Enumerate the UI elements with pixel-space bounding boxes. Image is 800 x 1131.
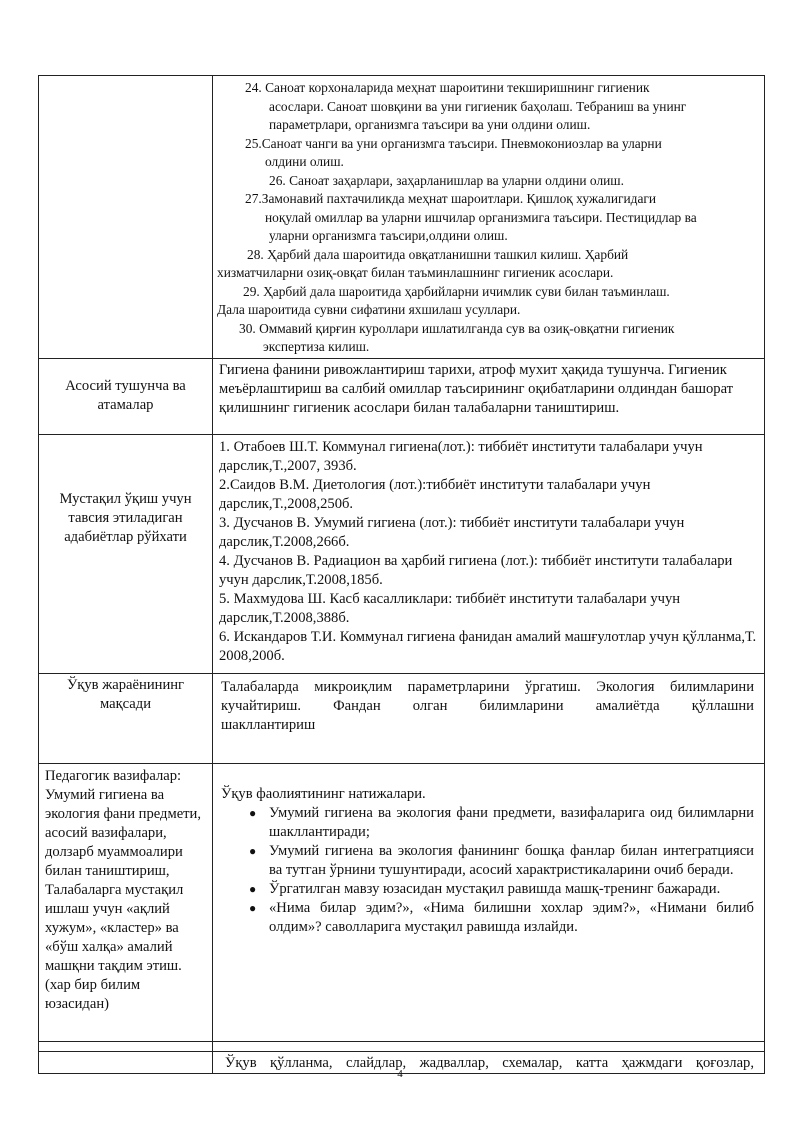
pedagogical-row (39, 764, 765, 1042)
topics-row (39, 76, 765, 359)
outcome-text: Умумий гигиена ва экология фани предмети, вазифаларига оид билимларни шакллантиради; (269, 805, 754, 840)
goal-cell (213, 674, 765, 764)
topic-24-line3: параметрлари, организмга таъсири ва уни олдини олиш. (269, 117, 591, 132)
concepts-label: Асосий тушунча ва атамалар (65, 378, 186, 413)
bullet-icon: ● (249, 901, 257, 915)
outcome-text: «Нима билар эдим?», «Нима билишни хохлар эдим?», «Нимани билиб олдим»? саволларига мустақил равишда излайди. (269, 900, 754, 935)
topic-25-line1: 25.Саноат чанги ва уни организмга таъсири. Пневмокониозлар ва уларни (245, 135, 662, 151)
topic-28-line1: 28. Ҳарбий дала шароитида овқатланишни ташкил килиш. Ҳарбий (247, 246, 629, 262)
literature-cell (213, 435, 765, 674)
topic-26-line1: 26. Саноат заҳарлари, заҳарланишлар ва уларни олдини олиш. (269, 172, 624, 188)
topic-30-line2: экспертиза килиш. (263, 339, 370, 354)
topics-list (213, 76, 764, 357)
concepts-cell (213, 359, 765, 435)
literature-item: 4. Дусчанов В. Радиацион ва ҳарбий гигиена (лот.): тиббиёт институти талабалари учун дарслик,Т.2008,185б. (219, 553, 733, 588)
concepts-text: Гигиена фанини ривожлантириш тарихи, атроф мухит ҳақида тушунча. Гигиеник меъёрлаштириш ва салбий омиллар таъсирининг оқибатларини олдиндан башорат қилишнинг гигиеник асослари билан талабаларни таништириш. (219, 362, 734, 416)
literature-item: 6. Искандаров Т.И. Коммунал гигиена фанидан амалий машғулотлар учун қўлланма,Т. 2008,200б. (219, 629, 757, 664)
topics-label-cell (39, 76, 213, 359)
literature-row (39, 435, 765, 674)
topic-27-line3: уларни организмга таъсири,олдини олиш. (269, 228, 508, 243)
spacer-label-cell (39, 1042, 213, 1052)
topic-27-line1: 27.Замонавий пахтачиликда меҳнат шароитлари. Қишлоқ хужалигидаги (245, 191, 657, 206)
literature-item: 2.Саидов В.М. Диетология (лот.):тиббиёт институти талабалари учун дарслик,Т.,2008,250б. (219, 477, 651, 512)
topic-24-line1: 24. Саноат корхоналарида меҳнат шароитини текширишнинг гигиеник (245, 80, 650, 95)
bullet-icon: ● (249, 844, 257, 858)
outcome-text: Умумий гигиена ва экология фанининг бошқа фанлар билан интегратцияси ва тутган ўрнини тушунтиради, асосий характристикаларини очиб беради. (269, 843, 754, 878)
goal-label: Ўқув жараёнининг мақсади (66, 677, 185, 712)
topic-27-line2: ноқулай омиллар ва уларни ишчилар организмига таъсири. Пестицидлар ва (265, 209, 697, 225)
topic-24-line2: асослари. Саноат шовқини ва уни гигиеник баҳолаш. Тебраниш ва унинг (269, 98, 687, 114)
outcome-item (221, 804, 754, 842)
goal-row (39, 674, 765, 764)
outcome-item (221, 880, 754, 899)
materials-text: Ўқув қўлланма, слайдлар, жадваллар, схемалар, катта ҳажмдаги қоғозлар, (225, 1055, 754, 1071)
goal-label-cell (39, 674, 213, 764)
page-number: 4 (397, 1068, 403, 1080)
outcome-item (221, 899, 754, 937)
concepts-label-cell (39, 359, 213, 435)
pedagogical-label-cell (39, 764, 213, 1042)
outcome-text: Ўргатилган мавзу юзасидан мустақил равишда машқ-тренинг бажаради. (269, 881, 721, 897)
spacer-row (39, 1042, 765, 1052)
bullet-icon: ● (249, 882, 257, 896)
goal-line-1: Талабаларда микроиқлим параметрларини ўргатиш. Экология билимларини (221, 679, 754, 695)
outcome-item (221, 842, 754, 880)
literature-item: 1. Отабоев Ш.Т. Коммунал гигиена(лот.): тиббиёт институти талабалари учун дарслик,Т.,2007, 393б. (219, 439, 703, 474)
bullet-icon: ● (249, 806, 257, 820)
topic-25-line2: олдини олиш. (265, 154, 344, 169)
goal-line-2: кучайтириш. Фандан олган билимларини амалиётда қўллашни (221, 698, 754, 714)
literature-label: Мустақил ўқиш учун тавсия этиладиган адабиётлар рўйхати (59, 491, 192, 545)
topic-30-line1: 30. Оммавий қирғин куроллари ишлатилганда сув ва озиқ-овқатни гигиеник (239, 320, 675, 336)
topic-29-line1: 29. Ҳарбий дала шароитида ҳарбийларни ичимлик суви билан таъминлаш. (243, 283, 670, 299)
literature-item: 3. Дусчанов В. Умумий гигиена (лот.): тиббиёт институти талабалари учун дарслик,Т.2008,266б. (219, 515, 685, 550)
pedagogical-tasks: Педагогик вазифалар: Умумий гигиена ва экология фани предмети, асосий вазифалари, долзарб муаммоалири билан таништириш, Талабаларга мустақил ишлаш учун «ақлий хужум», «кластер» ва «бўш халқа» амалий машқни тақдим этиш. (хар бир билим юзасидан) (45, 768, 202, 1012)
outcomes-title: Ўқув фаолиятининг натижалари. (221, 786, 426, 802)
topics-cell (213, 76, 765, 359)
topic-28-line2: хизматчиларни озиқ-овқат билан таъминлашнинг гигиеник асослари. (217, 265, 614, 280)
outcomes-list (221, 804, 754, 937)
outcomes-cell (213, 764, 765, 1042)
literature-item: 5. Махмудова Ш. Касб касалликлари: тиббиёт институти талабалари учун дарслик,Т.2008,388б. (219, 591, 681, 626)
goal-line-3: шакллантириш (221, 717, 316, 733)
lesson-plan-table (38, 75, 765, 1074)
outcomes-block (213, 764, 764, 937)
spacer-cell (213, 1042, 765, 1052)
literature-list (213, 435, 764, 666)
literature-label-cell (39, 435, 213, 674)
concepts-row (39, 359, 765, 435)
topic-29-line2: Дала шароитида сувни сифатини яхшилаш усуллари. (217, 302, 521, 317)
